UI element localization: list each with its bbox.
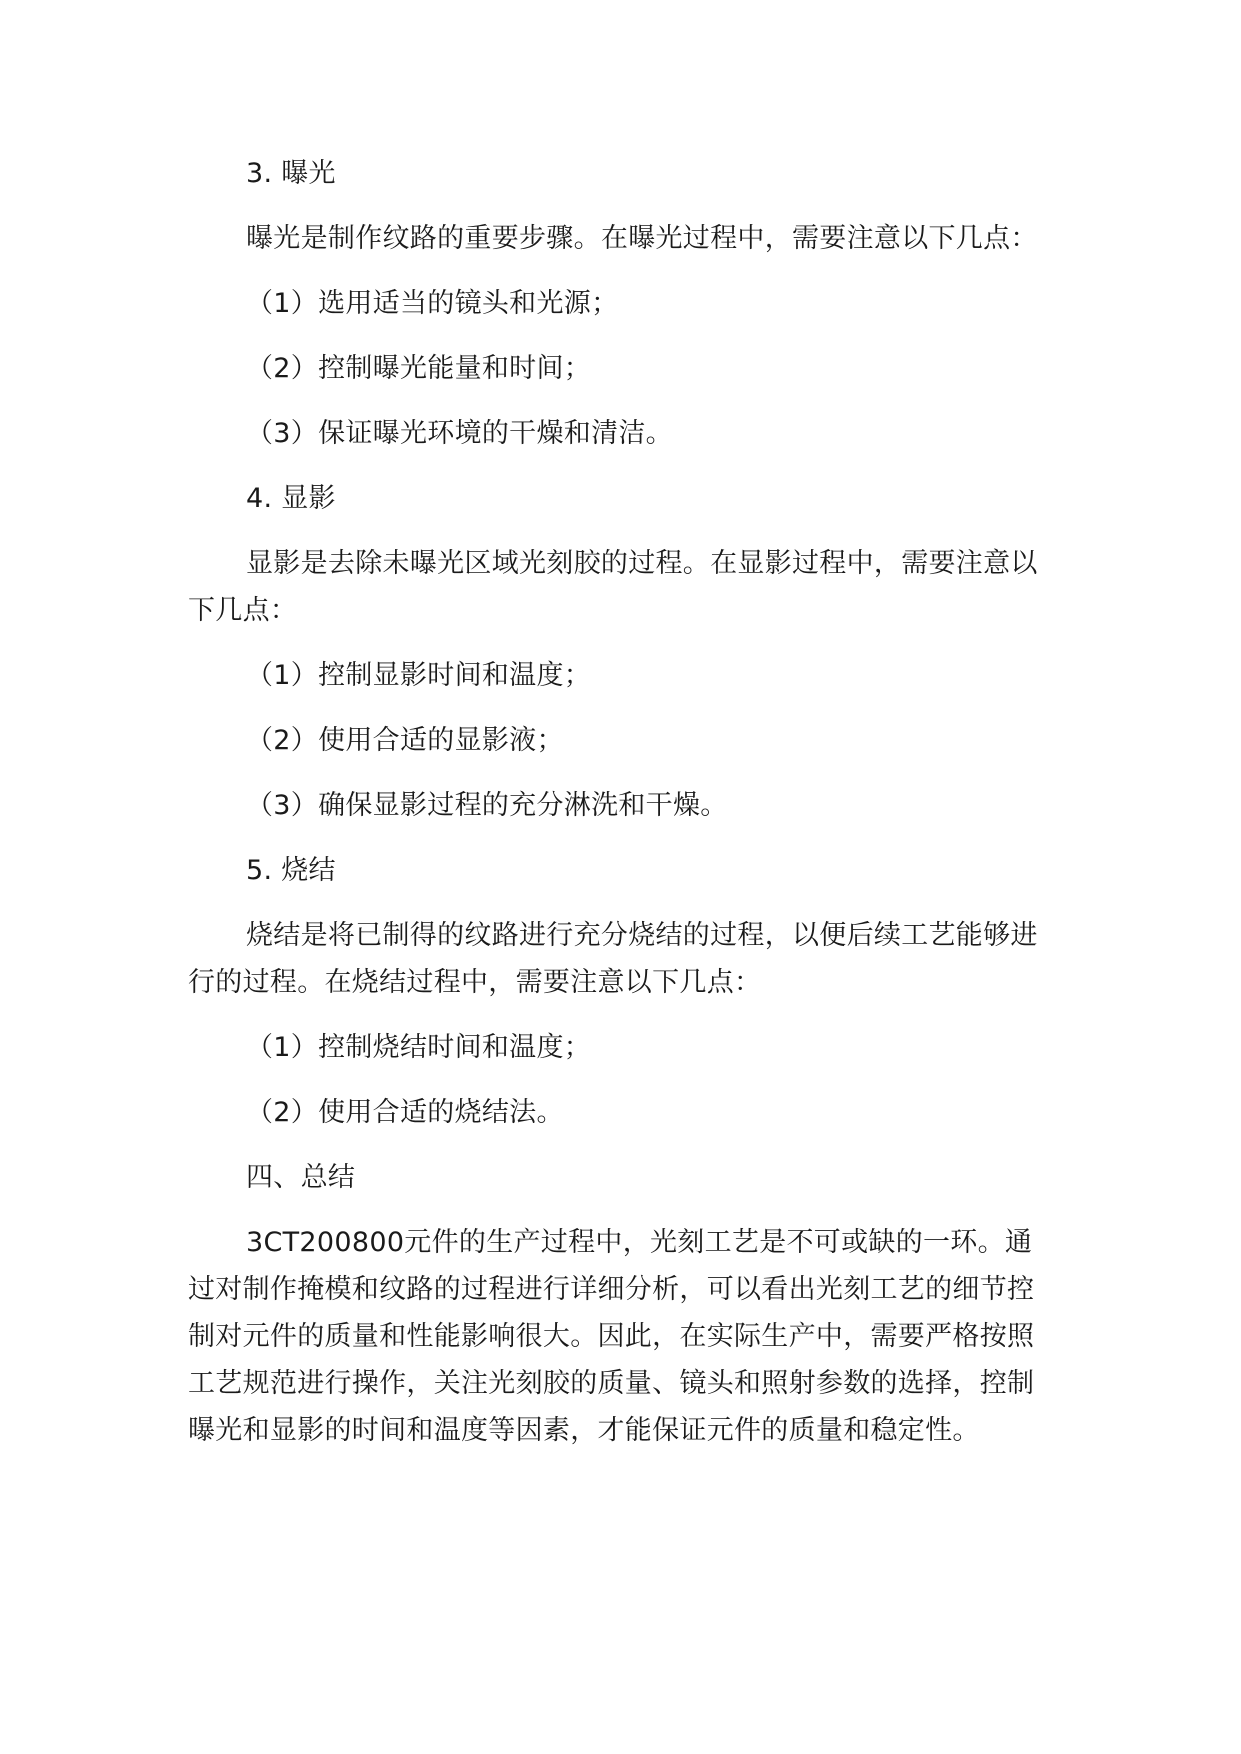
paragraph-summary: 3CT200800元件的生产过程中，光刻工艺是不可或缺的一环。通过对制作掩模和纹路的过程进行详细分析，可以看出光刻工艺的细节控制对元件的质量和性能影响很大。因此，在实际生产中，需要严格按照工艺规范进行操作，关注光刻胶的质量、镜头和照射参数的选择，控制曝光和显影的时间和温度等因素，才能保证元件的质量和稳定性。 — [188, 1227, 1035, 1446]
list-item-development-2: （2）使用合适的显影液； — [246, 725, 564, 756]
section-heading-development: 4. 显影 — [246, 483, 336, 514]
section-heading-exposure: 3. 曝光 — [246, 158, 336, 189]
list-item-sintering-2: （2）使用合适的烧结法。 — [246, 1097, 564, 1128]
list-item-development-1: （1）控制显影时间和温度； — [246, 660, 592, 691]
list-item-development-3: （3）确保显影过程的充分淋洗和干燥。 — [246, 790, 728, 821]
paragraph-exposure-intro: 曝光是制作纹路的重要步骤。在曝光过程中，需要注意以下几点： — [246, 223, 1038, 254]
section-heading-summary: 四、总结 — [246, 1162, 356, 1193]
list-item-sintering-1: （1）控制烧结时间和温度； — [246, 1032, 592, 1063]
list-item-exposure-3: （3）保证曝光环境的干燥和清洁。 — [246, 418, 673, 449]
list-item-exposure-2: （2）控制曝光能量和时间； — [246, 353, 592, 384]
paragraph-sintering-intro: 烧结是将已制得的纹路进行充分烧结的过程，以便后续工艺能够进行的过程。在烧结过程中，需要注意以下几点： — [188, 920, 1038, 998]
document-page — [188, 150, 1048, 1472]
paragraph-development-intro: 显影是去除未曝光区域光刻胶的过程。在显影过程中，需要注意以下几点： — [188, 548, 1038, 626]
section-heading-sintering: 5. 烧结 — [246, 855, 336, 886]
list-item-exposure-1: （1）选用适当的镜头和光源； — [246, 288, 619, 319]
